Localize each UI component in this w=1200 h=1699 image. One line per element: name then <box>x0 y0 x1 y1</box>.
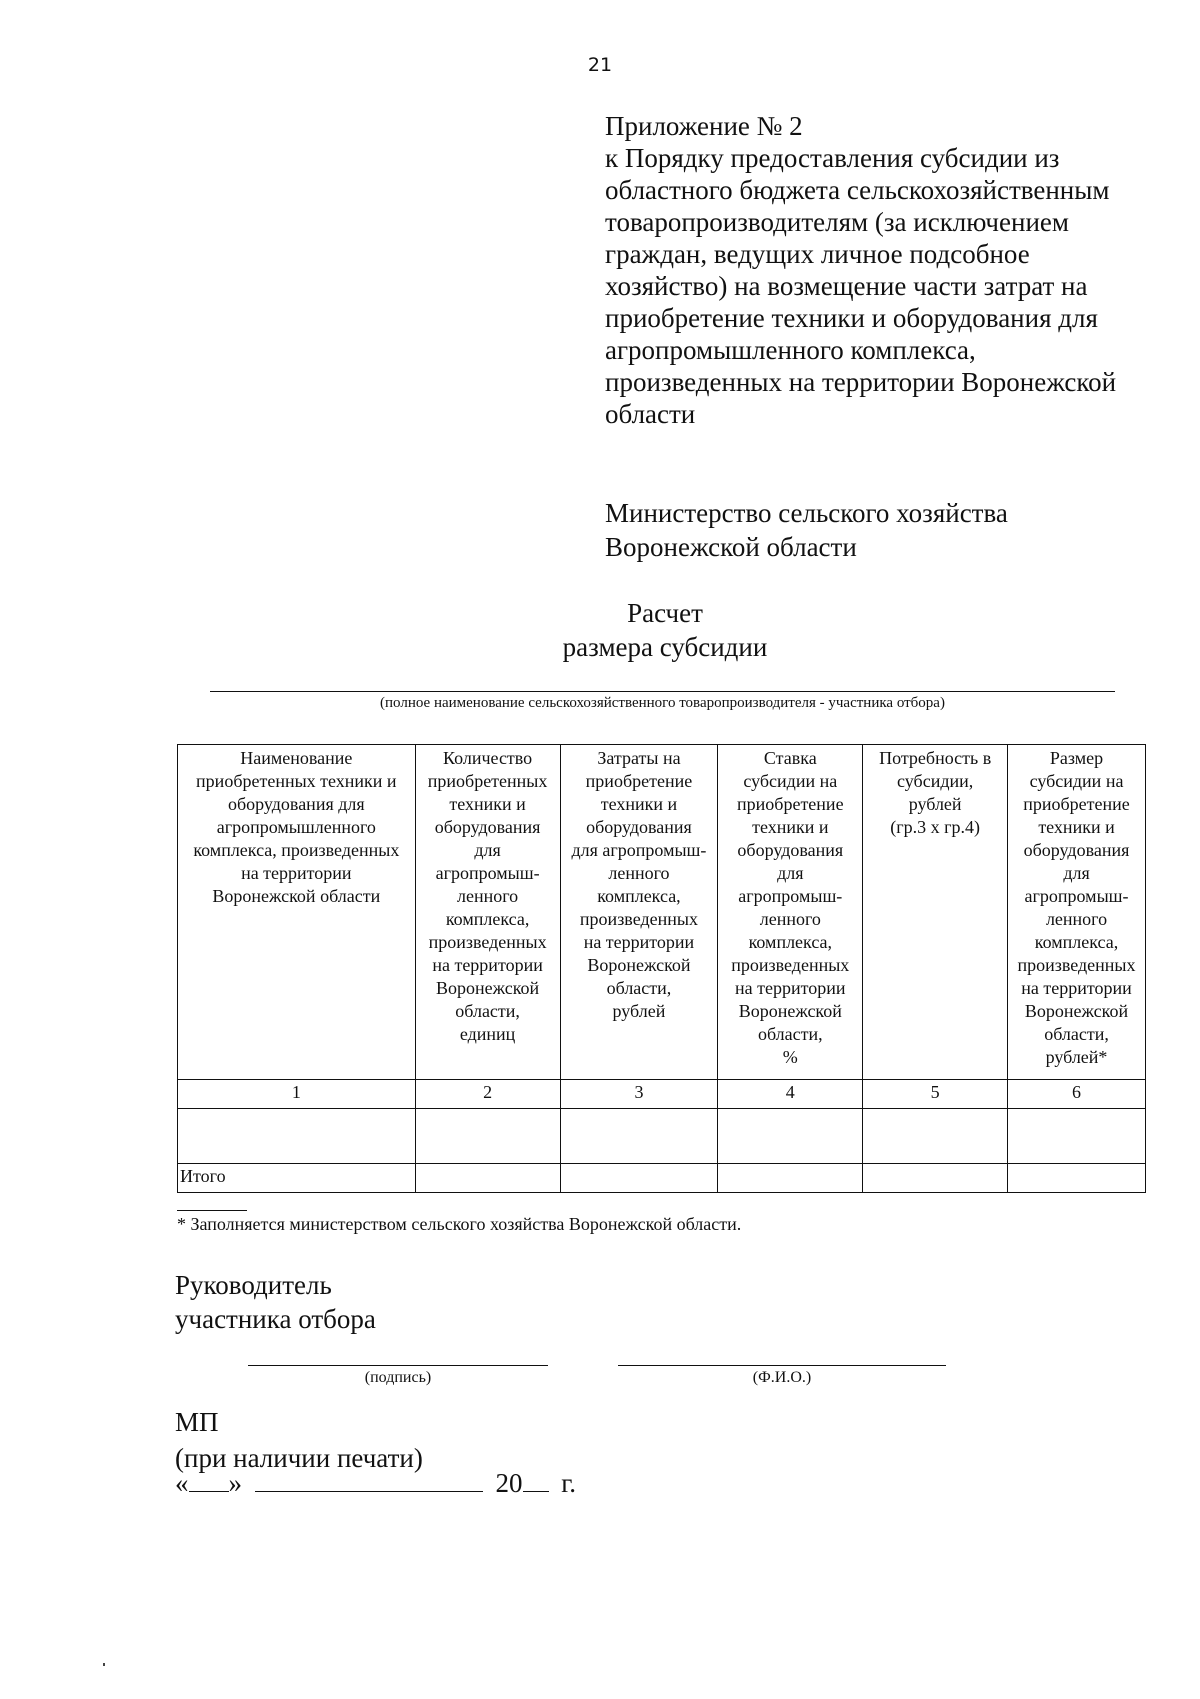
header-line: оборудования для <box>227 794 365 814</box>
header-line: произведенных <box>428 932 547 952</box>
column-number: 4 <box>718 1080 863 1109</box>
header-line: комплекса, <box>597 886 681 906</box>
table-cell[interactable] <box>718 1109 863 1164</box>
header-line: ленного <box>759 909 821 929</box>
header-line: агропромыш- <box>435 863 540 883</box>
header-line: комплекса, произведенных <box>193 840 400 860</box>
stamp-note: (при наличии печати) <box>175 1443 423 1473</box>
signature-field[interactable] <box>248 1365 548 1366</box>
table-cell[interactable] <box>863 1109 1008 1164</box>
appendix-line: областного бюджета сельскохозяйственным <box>605 175 1110 205</box>
title-line-1: Расчет <box>627 598 703 628</box>
header-line: на территории <box>735 978 846 998</box>
header-line: для агропромыш- <box>571 840 707 860</box>
appendix-line: агропромышленного комплекса, <box>605 335 976 365</box>
header-cell-costs <box>560 745 718 1080</box>
ministry-line-2: Воронежской области <box>605 532 857 562</box>
header-line: Наименование <box>240 748 353 768</box>
table-cell[interactable] <box>415 1109 560 1164</box>
header-line: на территории <box>583 932 695 952</box>
appendix-line: Приложение № 2 <box>605 111 803 141</box>
applicant-name-field[interactable] <box>210 691 1115 692</box>
appendix-heading <box>605 110 1165 430</box>
head-signature-title <box>175 1268 376 1336</box>
footnote: * Заполняется министерством сельского хозяйства Воронежской области. <box>177 1214 742 1234</box>
header-cell-quantity <box>415 745 560 1080</box>
header-line: области, <box>606 978 672 998</box>
header-cell-need <box>863 745 1008 1080</box>
header-line: субсидии, <box>897 771 974 791</box>
header-line: для <box>1063 863 1090 883</box>
header-cell-equipment-name <box>178 745 416 1080</box>
header-line: Воронежской <box>435 978 540 998</box>
header-line: на территории <box>1021 978 1132 998</box>
header-line: агропромыш- <box>1024 886 1129 906</box>
header-line: техники и <box>449 794 526 814</box>
scan-speck <box>103 1663 105 1666</box>
date-line <box>175 1468 576 1499</box>
column-number: 5 <box>863 1080 1008 1109</box>
header-line: ленного <box>608 863 670 883</box>
header-line: для <box>777 863 804 883</box>
header-line: ленного <box>1045 909 1108 929</box>
header-line: агропромыш- <box>738 886 843 906</box>
total-cell[interactable] <box>863 1164 1008 1193</box>
header-line: субсидии на <box>743 771 838 791</box>
header-line: Воронежской <box>1024 1001 1129 1021</box>
total-cell[interactable] <box>560 1164 718 1193</box>
header-line: Количество <box>442 748 533 768</box>
appendix-line: товаропроизводителям (за исключением <box>605 207 1069 237</box>
header-line: рублей <box>612 1001 666 1021</box>
column-number-row <box>178 1080 1146 1109</box>
header-line: (гр.3 х гр.4) <box>890 817 981 837</box>
table-header-row <box>178 745 1146 1080</box>
total-row <box>178 1164 1146 1193</box>
header-line: для <box>474 840 501 860</box>
appendix-line: приобретение техники и оборудования для <box>605 303 1098 333</box>
footnote-separator <box>177 1210 247 1211</box>
header-line: приобретенных <box>427 771 548 791</box>
appendix-line: произведенных на территории Воронежской <box>605 367 1117 397</box>
applicant-name-caption: (полное наименование сельскохозяйственного товаропроизводителя - участника отбора) <box>380 695 945 711</box>
header-line: приобретение <box>585 771 693 791</box>
header-line: комплекса, <box>748 932 833 952</box>
header-line: рублей <box>908 794 962 814</box>
year-field[interactable] <box>523 1469 549 1492</box>
column-number: 6 <box>1008 1080 1146 1109</box>
header-line: % <box>782 1047 798 1067</box>
header-line: оборудования <box>586 817 692 837</box>
subsidy-calculation-table <box>177 744 1146 1193</box>
header-line: субсидии на <box>1029 771 1124 791</box>
column-number: 1 <box>178 1080 416 1109</box>
date-open-quote: « <box>175 1468 189 1498</box>
appendix-line: к Порядку предоставления субсидии из <box>605 143 1060 173</box>
header-line: области, <box>757 1024 823 1044</box>
page-number: 21 <box>587 54 613 76</box>
ministry-name <box>605 496 1008 564</box>
header-line: приобретенных техники и <box>196 771 397 791</box>
date-close-quote: » <box>228 1468 242 1498</box>
header-line: на территории <box>432 955 543 975</box>
header-line: приобретение <box>737 794 844 814</box>
year-prefix: 20 <box>495 1468 523 1498</box>
total-cell[interactable] <box>415 1164 560 1193</box>
appendix-line: области <box>605 399 696 429</box>
head-title-line-2: участника отбора <box>175 1304 376 1334</box>
month-field[interactable] <box>255 1469 483 1492</box>
signature-caption: (подпись) <box>364 1369 432 1386</box>
column-number: 2 <box>415 1080 560 1109</box>
head-title-line-1: Руководитель <box>175 1270 332 1300</box>
header-line: Воронежской области <box>212 886 381 906</box>
header-cell-rate <box>718 745 863 1080</box>
header-line: на территории <box>241 863 352 883</box>
header-line: Размер <box>1049 748 1104 768</box>
header-line: области, <box>1044 1024 1109 1044</box>
table-row <box>178 1109 1146 1164</box>
header-line: Затраты на <box>597 748 681 768</box>
header-line: комплекса, <box>445 909 530 929</box>
header-line: Ставка <box>763 748 817 768</box>
total-label: Итого <box>178 1164 416 1193</box>
header-line: оборудования <box>1023 840 1130 860</box>
table-cell[interactable] <box>1008 1109 1146 1164</box>
header-line: приобретение <box>1023 794 1130 814</box>
stamp-block <box>175 1404 423 1476</box>
total-cell[interactable] <box>1008 1164 1146 1193</box>
total-cell[interactable] <box>718 1164 863 1193</box>
header-line: произведенных <box>1017 955 1136 975</box>
full-name-caption: (Ф.И.О.) <box>752 1369 812 1386</box>
header-line: оборудования <box>434 817 541 837</box>
header-line: ленного <box>457 886 519 906</box>
header-line: оборудования <box>737 840 844 860</box>
header-line: комплекса, <box>1034 932 1119 952</box>
title-line-2: размера субсидии <box>562 632 768 662</box>
header-line: рублей* <box>1045 1047 1108 1067</box>
ministry-line-1: Министерство сельского хозяйства <box>605 498 1008 528</box>
header-line: агропромышленного <box>216 817 376 837</box>
table-cell[interactable] <box>178 1109 416 1164</box>
table-cell[interactable] <box>560 1109 718 1164</box>
header-line: единиц <box>459 1024 516 1044</box>
header-line: техники и <box>600 794 678 814</box>
header-line: произведенных <box>731 955 850 975</box>
stamp-label: МП <box>175 1407 219 1437</box>
header-line: Воронежской <box>587 955 691 975</box>
full-name-field[interactable] <box>618 1365 946 1366</box>
appendix-line: хозяйство) на возмещение части затрат на <box>605 271 1088 301</box>
day-field[interactable] <box>189 1469 229 1492</box>
header-line: техники и <box>1038 817 1115 837</box>
appendix-line: граждан, ведущих личное подсобное <box>605 239 1030 269</box>
document-title <box>505 596 825 664</box>
header-line: произведенных <box>579 909 698 929</box>
year-suffix: г. <box>561 1468 577 1498</box>
header-line: Воронежской <box>738 1001 842 1021</box>
header-line: области, <box>455 1001 520 1021</box>
header-line: техники и <box>752 817 829 837</box>
column-number: 3 <box>560 1080 718 1109</box>
header-cell-subsidy-amount <box>1008 745 1146 1080</box>
header-line: Потребность в <box>879 748 992 768</box>
